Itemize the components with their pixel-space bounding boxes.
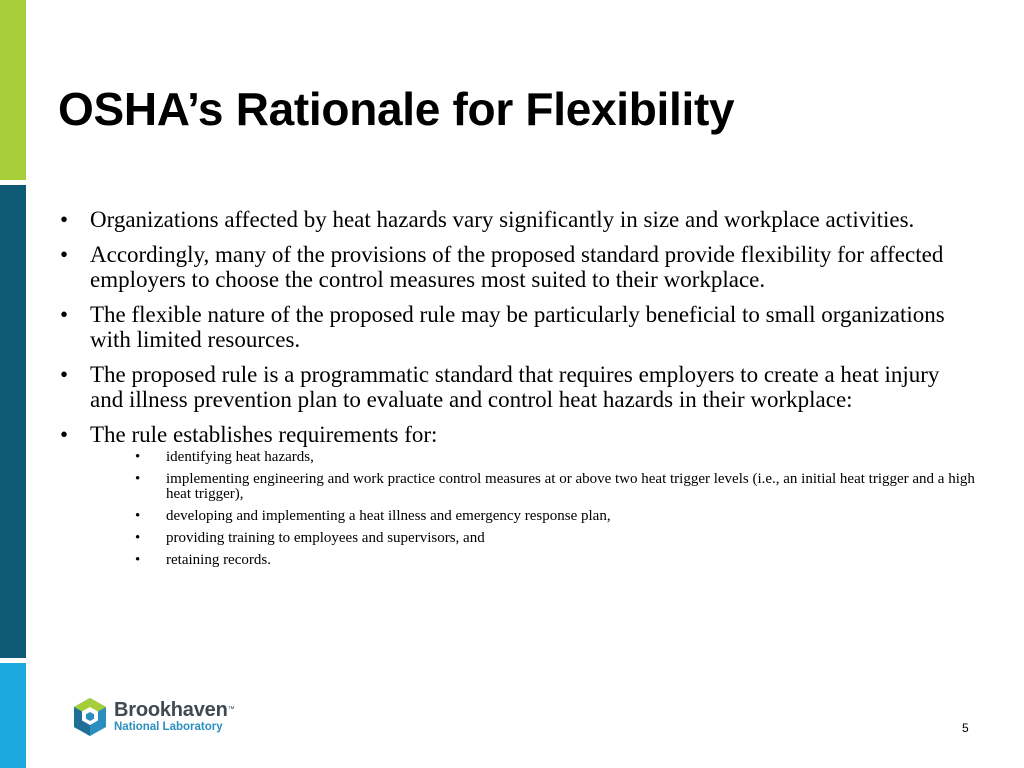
sub-bullet-item [135, 509, 978, 524]
logo-name: Brookhaven™ [114, 699, 235, 721]
sub-bullet-item [135, 472, 978, 502]
brookhaven-logo [72, 697, 234, 737]
bullet-text: The proposed rule is a programmatic standard that requires employers to create a heat injury and illness prevention plan to evaluate and control heat hazards in their workplace: [90, 362, 940, 412]
bullet-text: The flexible nature of the proposed rule may be particularly beneficial to small organizations with limited resources. [90, 302, 945, 352]
sub-bullet-item [135, 450, 978, 465]
bullet-text: Accordingly, many of the provisions of the proposed standard provide flexibility for affected employers to choose the control measures most suited to their workplace. [90, 242, 944, 292]
sub-bullet-item [135, 553, 978, 568]
logo-subtitle: National Laboratory [114, 721, 223, 733]
bullet-text: The rule establishes requirements for: [90, 422, 438, 447]
bullet-item [58, 362, 978, 412]
bullet-list [58, 207, 978, 568]
bullet-marker: • [60, 242, 69, 267]
page-number: 5 [962, 721, 969, 735]
sub-bullet-text: identifying heat hazards, [166, 449, 314, 465]
sub-bullet-text: retaining records. [166, 552, 271, 568]
slide-content [58, 207, 978, 575]
accent-bar-light-blue [0, 663, 26, 768]
accent-bar-green [0, 0, 26, 180]
sub-bullet-marker: • [135, 471, 141, 487]
bullet-text: Organizations affected by heat hazards vary significantly in size and workplace activities. [90, 207, 915, 232]
sub-bullet-text: implementing engineering and work practice control measures at or above two heat trigger levels (i.e., an initial heat trigger and a high heat trigger), [166, 471, 975, 502]
bullet-marker: • [60, 422, 69, 447]
sub-bullet-item [135, 531, 978, 546]
sub-bullet-text: providing training to employees and supervisors, and [166, 530, 485, 546]
sub-bullet-marker: • [135, 508, 141, 524]
logo-trademark: ™ [227, 706, 235, 713]
sub-bullet-text: developing and implementing a heat illness and emergency response plan, [166, 508, 611, 524]
sub-bullet-marker: • [135, 552, 141, 568]
bullet-item [58, 422, 978, 568]
bullet-item [58, 302, 978, 352]
bullet-item [58, 207, 978, 232]
bullet-marker: • [60, 207, 69, 232]
accent-bar-dark-teal [0, 185, 26, 658]
bullet-marker: • [60, 362, 69, 387]
logo-text [114, 700, 234, 734]
sub-bullet-marker: • [135, 449, 141, 465]
bullet-item [58, 242, 978, 292]
sub-bullet-list [90, 450, 978, 568]
sub-bullet-marker: • [135, 530, 141, 546]
slide-title: OSHA’s Rationale for Flexibility [58, 83, 735, 135]
hexagon-cube-logo-icon [72, 697, 108, 737]
bullet-marker: • [60, 302, 69, 327]
